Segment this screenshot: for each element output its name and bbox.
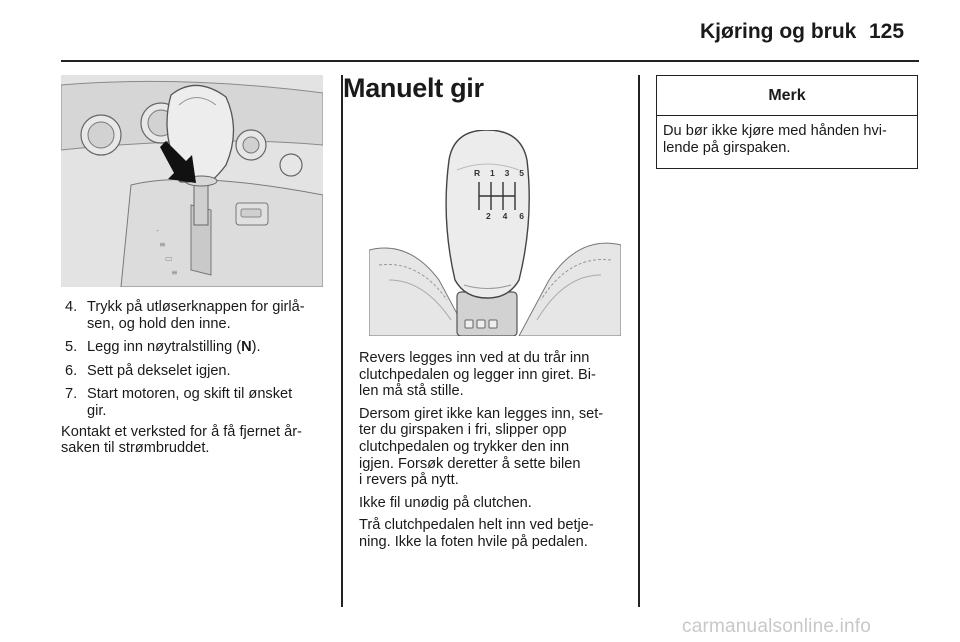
step-text-line: sen, og hold den inne. bbox=[87, 315, 231, 332]
paragraph bbox=[359, 406, 629, 489]
gear-label-reverse: R bbox=[474, 168, 481, 178]
step-number: 5. bbox=[65, 339, 78, 356]
step-text: ). bbox=[251, 339, 261, 356]
page-number: 125 bbox=[869, 20, 905, 43]
paragraph bbox=[359, 350, 629, 400]
note-line: Du bør ikke kjøre med hånden hvi- bbox=[663, 123, 887, 139]
gear-pattern-bottom-labels bbox=[486, 211, 524, 221]
column-divider-left bbox=[341, 75, 343, 607]
paragraph-line: Dersom giret ikke kan legges inn, set- bbox=[359, 405, 604, 422]
step-5 bbox=[61, 339, 331, 356]
step-7 bbox=[61, 386, 331, 419]
neutral-symbol: N bbox=[241, 339, 252, 356]
step-number: 7. bbox=[65, 386, 78, 403]
paragraph-line: Kontakt et verksted for å få fjernet år- bbox=[61, 423, 302, 440]
paragraph-line: clutchpedalen og legger inn giret. Bi- bbox=[359, 366, 596, 383]
section-heading: Manuelt gir bbox=[343, 73, 484, 103]
middle-column-text bbox=[359, 350, 629, 557]
step-text-line: Start motoren, og skift til ønsket bbox=[87, 386, 293, 403]
note-box bbox=[656, 75, 918, 169]
gear-pattern-top-labels bbox=[474, 168, 524, 178]
paragraph-line: saken til strømbruddet. bbox=[61, 440, 210, 457]
left-column-text bbox=[61, 299, 331, 463]
note-title: Merk bbox=[657, 76, 917, 116]
page-header-title: Kjøring og bruk bbox=[700, 20, 857, 43]
header-divider bbox=[61, 60, 919, 62]
step-text-line bbox=[87, 339, 331, 356]
paragraph-line: clutchpedalen og trykker den inn bbox=[359, 438, 570, 455]
step-4 bbox=[61, 299, 331, 332]
paragraph-line: igjen. Forsøk deretter å sette bilen bbox=[359, 455, 581, 472]
gear-label-6: 6 bbox=[519, 211, 524, 221]
paragraph-line: len må stå stille. bbox=[359, 383, 464, 400]
gear-knob-figure bbox=[369, 130, 621, 336]
step-6 bbox=[61, 363, 331, 380]
paragraph-line: Revers legges inn ved at du trår inn bbox=[359, 350, 590, 366]
paragraph bbox=[359, 517, 629, 550]
paragraph bbox=[61, 424, 331, 457]
step-number: 4. bbox=[65, 299, 78, 315]
gear-label-2: 2 bbox=[486, 211, 491, 221]
note-body bbox=[657, 116, 917, 156]
manual-gear-knob-illustration bbox=[369, 130, 621, 336]
paragraph bbox=[359, 495, 629, 512]
watermark: carmanualsonline.info bbox=[682, 616, 872, 637]
gear-label-4: 4 bbox=[502, 211, 508, 221]
paragraph-line: ning. Ikke la foten hvile på pedalen. bbox=[359, 533, 588, 550]
step-number: 6. bbox=[65, 362, 78, 379]
note-line: lende på girspaken. bbox=[663, 139, 791, 156]
svg-text:▭: ▭ bbox=[165, 254, 173, 263]
step-text: Legg inn nøytralstilling ( bbox=[87, 339, 242, 356]
step-text-line: Trykk på utløserknappen for girlå- bbox=[87, 299, 305, 315]
paragraph-line: Ikke fil unødig på clutchen. bbox=[359, 494, 532, 511]
step-text-line: Sett på dekselet igjen. bbox=[87, 362, 231, 379]
paragraph-line: ter du girspaken i fri, slipper opp bbox=[359, 422, 567, 439]
svg-text:≡: ≡ bbox=[159, 240, 166, 249]
paragraph-line: i revers på nytt. bbox=[359, 472, 459, 489]
gear-label-3: 3 bbox=[504, 168, 510, 178]
gear-label-1: 1 bbox=[490, 168, 495, 178]
svg-text:≡: ≡ bbox=[171, 268, 178, 277]
gear-label-5: 5 bbox=[519, 168, 524, 178]
svg-text:-: - bbox=[156, 226, 159, 235]
paragraph-line: Trå clutchpedalen helt inn ved betje- bbox=[359, 517, 594, 534]
column-divider-right bbox=[638, 75, 640, 607]
step-text-line: gir. bbox=[87, 402, 107, 419]
shift-lever-figure bbox=[61, 75, 323, 287]
pointer-arrow-icon bbox=[156, 141, 206, 191]
